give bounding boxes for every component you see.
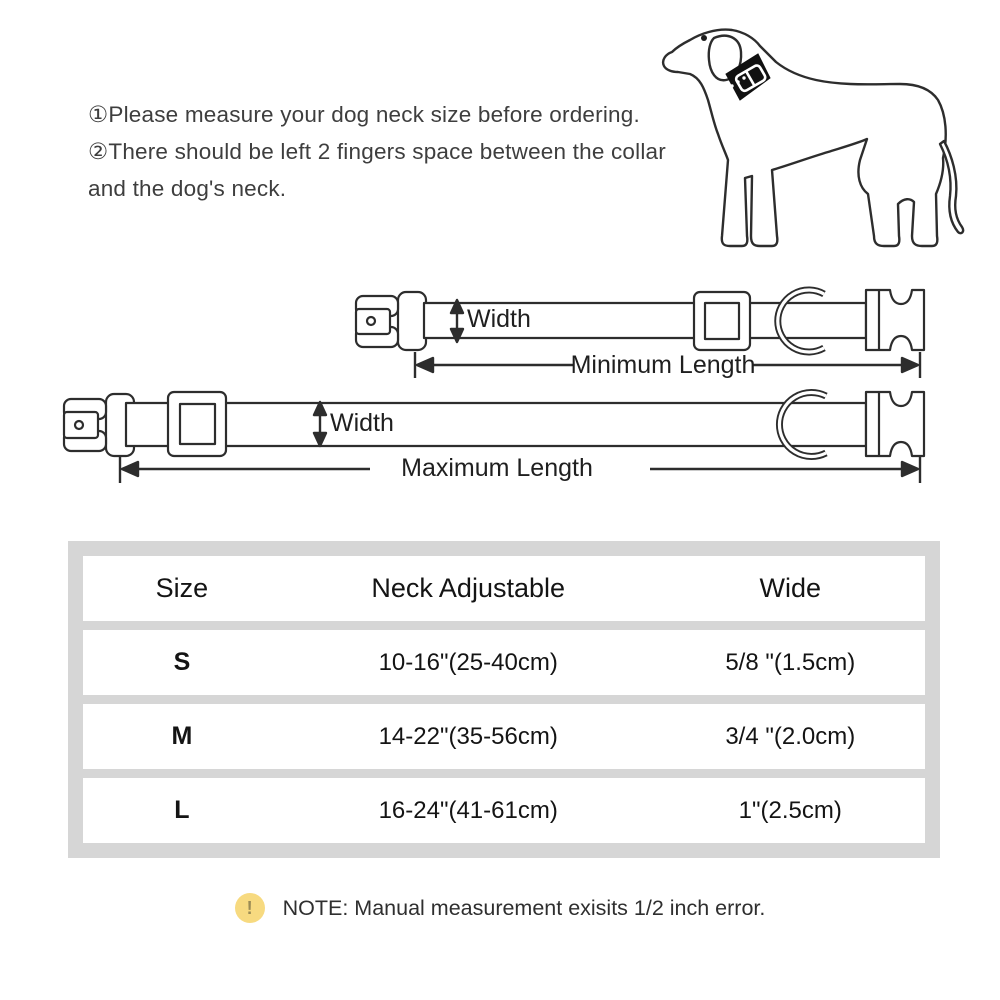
maximum-length-label: Maximum Length	[401, 454, 593, 482]
header-wide: Wide	[759, 573, 822, 603]
cell-wide: 1"(2.5cm)	[738, 796, 842, 824]
strap	[126, 403, 866, 446]
buckle-bracket	[398, 292, 426, 350]
cell-neck: 16-24"(41-61cm)	[378, 796, 558, 824]
buckle-hole	[75, 421, 83, 429]
cell-wide: 5/8 "(1.5cm)	[725, 648, 856, 676]
minimum-length-label: Minimum Length	[570, 351, 756, 379]
side-release-buckle-male	[866, 290, 924, 350]
dog-tail	[940, 141, 963, 233]
dog-illustration	[648, 8, 993, 263]
cell-neck: 10-16"(25-40cm)	[378, 648, 558, 676]
cell-size: M	[171, 722, 193, 750]
table-row-s	[83, 630, 925, 695]
cell-neck: 14-22"(35-56cm)	[378, 722, 558, 750]
side-release-buckle-female	[356, 296, 398, 347]
width-label-top: Width	[467, 305, 531, 333]
size-table-header-row	[83, 556, 925, 621]
instruction-step-2: ②There should be left 2 fingers space between the collar and the dog's neck.	[88, 139, 666, 201]
size-table	[68, 541, 940, 858]
buckle-hole	[367, 317, 375, 325]
measuring-instructions	[88, 96, 676, 207]
width-label-bottom: Width	[330, 409, 394, 437]
dog-line-art-svg	[648, 8, 993, 263]
instruction-step-1: ①Please measure your dog neck size before ordering.	[88, 102, 640, 127]
exclamation-icon: !	[235, 893, 265, 923]
note-text: NOTE: Manual measurement exisits 1/2 inch error.	[282, 895, 766, 920]
slider-buckle	[694, 292, 750, 350]
cell-size: L	[174, 796, 190, 824]
dog-eye	[701, 35, 707, 41]
cell-size: S	[173, 648, 191, 676]
side-release-buckle-female	[64, 399, 106, 451]
collar-diagram	[0, 272, 1000, 502]
table-row-l	[83, 778, 925, 843]
side-release-buckle-male	[866, 392, 924, 456]
header-neck-adjustable: Neck Adjustable	[371, 573, 566, 603]
measurement-note	[0, 893, 1000, 923]
cell-wide: 3/4 "(2.0cm)	[725, 722, 856, 750]
table-row-m	[83, 704, 925, 769]
header-size: Size	[155, 573, 209, 603]
dog-body-outline	[663, 30, 946, 246]
slider-buckle	[168, 392, 226, 456]
